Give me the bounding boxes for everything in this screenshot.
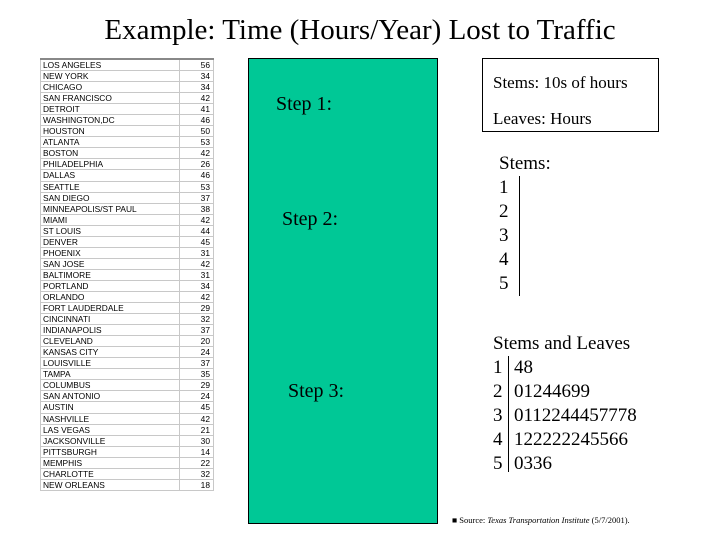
city-cell: PITTSBURGH [41,446,180,457]
hours-cell: 24 [180,347,214,358]
city-cell: ORLANDO [41,291,180,302]
stem-value: 4 [493,429,503,450]
table-row [41,424,214,435]
stem-item: 5 [499,273,509,294]
city-cell: ATLANTA [41,137,180,148]
hours-cell: 53 [180,137,214,148]
city-cell: SAN DIEGO [41,192,180,203]
stem-value: 2 [493,381,503,402]
hours-cell: 29 [180,380,214,391]
table-row [41,314,214,325]
table-row [41,159,214,170]
table-row [41,181,214,192]
city-cell: MINNEAPOLIS/ST PAUL [41,203,180,214]
table-row [41,148,214,159]
city-cell: SAN FRANCISCO [41,93,180,104]
city-cell: PHILADELPHIA [41,159,180,170]
hours-cell: 37 [180,358,214,369]
step-2-label: Step 2: [282,208,339,230]
hours-cell: 22 [180,457,214,468]
stems-list [499,176,551,296]
city-cell: TAMPA [41,369,180,380]
city-cell: KANSAS CITY [41,347,180,358]
hours-cell: 34 [180,71,214,82]
stem-item: 3 [499,225,509,246]
hours-cell: 45 [180,236,214,247]
definition-box [482,58,659,132]
hours-cell: 42 [180,148,214,159]
hours-cell: 34 [180,82,214,93]
city-cell: SAN JOSE [41,258,180,269]
hours-cell: 37 [180,325,214,336]
slide-title: Example: Time (Hours/Year) Lost to Traffic [104,14,616,46]
stem-leaf-row [493,356,637,380]
city-cell: ST LOUIS [41,225,180,236]
hours-cell: 29 [180,303,214,314]
source-institute: Texas Transportation Institute [487,515,590,525]
source-date: (5/7/2001). [589,515,630,525]
hours-cell: 24 [180,391,214,402]
source-prefix: Source: [459,515,488,525]
stem-leaf-heading: Stems and Leaves [493,333,631,354]
stem-value: 1 [493,357,503,378]
city-cell: WASHINGTON,DC [41,115,180,126]
hours-cell: 42 [180,258,214,269]
green-panel [248,58,438,524]
hours-cell: 42 [180,214,214,225]
leaves-value: 48 [514,357,533,378]
city-cell: JACKSONVILLE [41,435,180,446]
table-row [41,104,214,115]
table-row [41,413,214,424]
city-cell: CHARLOTTE [41,468,180,479]
table-row [41,391,214,402]
city-cell: SAN ANTONIO [41,391,180,402]
hours-cell: 38 [180,203,214,214]
hours-cell: 53 [180,181,214,192]
hours-cell: 32 [180,314,214,325]
table-row [41,479,214,490]
table-row [41,468,214,479]
hours-cell: 21 [180,424,214,435]
hours-cell: 14 [180,446,214,457]
hours-cell: 50 [180,126,214,137]
step-1-label: Step 1: [276,93,333,115]
city-cell: PHOENIX [41,247,180,258]
table-row [41,269,214,280]
city-cell: NASHVILLE [41,413,180,424]
stems-heading: Stems: [499,153,551,174]
stem-leaf-row [493,380,637,404]
step-2-stems [499,152,551,296]
city-cell: BALTIMORE [41,269,180,280]
city-cell: PORTLAND [41,280,180,291]
city-cell: COLUMBUS [41,380,180,391]
source-note [452,515,630,525]
hours-cell: 26 [180,159,214,170]
table-row [41,82,214,93]
hours-cell: 37 [180,192,214,203]
hours-cell: 30 [180,435,214,446]
stem-leaf-rows [493,356,637,476]
hours-cell: 31 [180,247,214,258]
city-cell: DETROIT [41,104,180,115]
hours-cell: 20 [180,336,214,347]
city-cell: MEMPHIS [41,457,180,468]
hours-cell: 44 [180,225,214,236]
table-row [41,236,214,247]
table-row [41,457,214,468]
table-row [41,71,214,82]
hours-cell: 42 [180,291,214,302]
city-cell: CHICAGO [41,82,180,93]
city-cell: LOS ANGELES [41,59,180,71]
stem-value: 3 [493,405,503,426]
table-row [41,435,214,446]
city-cell: LAS VEGAS [41,424,180,435]
table-row [41,170,214,181]
table-row [41,93,214,104]
table-row [41,258,214,269]
stem-item: 4 [499,249,509,270]
step-3-stem-and-leaf [493,332,637,476]
table-row [41,203,214,214]
hours-cell: 35 [180,369,214,380]
hours-cell: 46 [180,115,214,126]
table-row [41,247,214,258]
table-row [41,325,214,336]
traffic-data-table [40,58,214,491]
hours-cell: 45 [180,402,214,413]
stems-definition: Stems: 10s of hours [493,73,628,92]
city-cell: CINCINNATI [41,314,180,325]
table-row [41,59,214,71]
table-row [41,446,214,457]
leaves-definition: Leaves: Hours [493,109,592,128]
city-cell: LOUISVILLE [41,358,180,369]
city-cell: DENVER [41,236,180,247]
leaves-value: 01244699 [514,381,590,402]
table-row [41,126,214,137]
city-cell: AUSTIN [41,402,180,413]
hours-cell: 42 [180,93,214,104]
table-row [41,214,214,225]
city-cell: BOSTON [41,148,180,159]
table-row [41,347,214,358]
stem-item: 1 [499,177,509,198]
city-cell: SEATTLE [41,181,180,192]
leaves-value: 0112244457778 [514,405,637,426]
bullet-icon: ■ [452,515,458,525]
stem-leaf-row [493,428,637,452]
stem-leaf-row [493,452,637,476]
table-row [41,303,214,314]
table-row [41,380,214,391]
stem-value: 5 [493,453,503,474]
table-row [41,358,214,369]
table-row [41,291,214,302]
leaves-value: 0336 [514,453,552,474]
hours-cell: 34 [180,280,214,291]
table-row [41,280,214,291]
table-row [41,225,214,236]
hours-cell: 56 [180,59,214,71]
city-cell: INDIANAPOLIS [41,325,180,336]
table-row [41,137,214,148]
table-row [41,336,214,347]
hours-cell: 31 [180,269,214,280]
city-cell: NEW ORLEANS [41,479,180,490]
city-cell: DALLAS [41,170,180,181]
table-row [41,402,214,413]
hours-cell: 32 [180,468,214,479]
stem-item: 2 [499,201,509,222]
city-cell: HOUSTON [41,126,180,137]
table-row [41,369,214,380]
city-cell: MIAMI [41,214,180,225]
hours-cell: 46 [180,170,214,181]
city-cell: CLEVELAND [41,336,180,347]
table-row [41,192,214,203]
leaves-value: 122222245566 [514,429,628,450]
city-cell: NEW YORK [41,71,180,82]
hours-cell: 18 [180,479,214,490]
step-3-label: Step 3: [288,380,345,402]
table-row [41,115,214,126]
city-cell: FORT LAUDERDALE [41,303,180,314]
stem-leaf-row [493,404,637,428]
hours-cell: 42 [180,413,214,424]
hours-cell: 41 [180,104,214,115]
table-body [41,59,214,490]
